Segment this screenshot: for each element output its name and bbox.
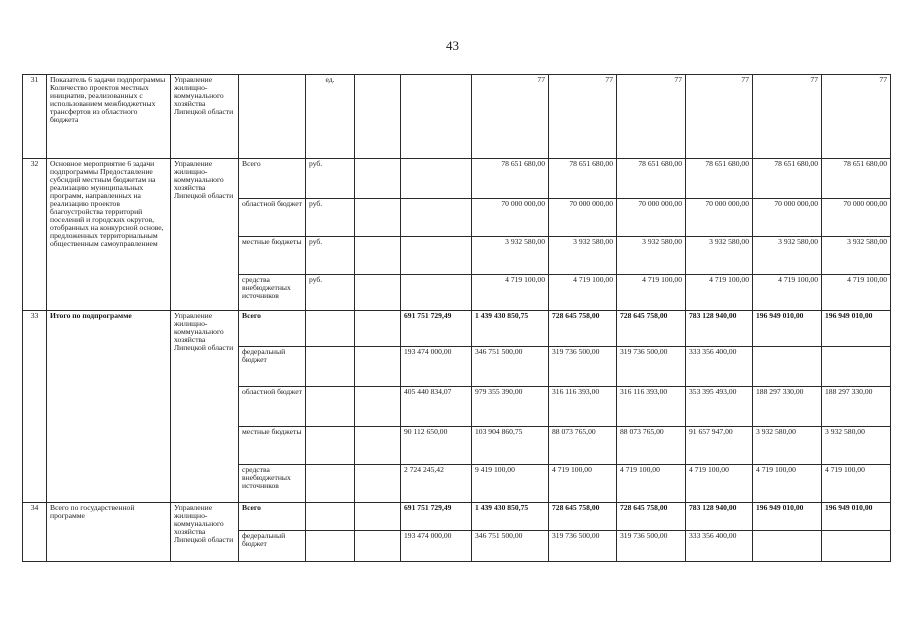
source-cell: федеральный бюджет	[239, 347, 306, 387]
value-cell: 691 751 729,49	[401, 503, 472, 531]
empty-cell	[355, 237, 401, 275]
empty-cell	[355, 199, 401, 237]
row-name: Показатель 6 задачи подпрограммы Количество проектов местных инициатив, реализованных с использованием межбюджетных трансфертов из областного бюджета	[47, 75, 171, 159]
value-cell: 90 112 650,00	[401, 427, 472, 465]
unit-cell: руб.	[306, 275, 355, 311]
table-row	[23, 311, 891, 347]
value-cell: 77	[472, 75, 549, 159]
value-cell: 4 719 100,00	[822, 275, 891, 311]
value-cell: 3 932 580,00	[686, 237, 753, 275]
table-row	[23, 75, 891, 159]
value-cell: 3 932 580,00	[753, 427, 822, 465]
unit-cell: руб.	[306, 159, 355, 199]
unit-cell: руб.	[306, 237, 355, 275]
value-cell: 728 645 758,00	[617, 503, 686, 531]
value-cell: 319 736 500,00	[549, 347, 617, 387]
unit-cell: ед.	[306, 75, 355, 159]
value-cell: 4 719 100,00	[686, 465, 753, 503]
value-cell: 405 440 834,07	[401, 387, 472, 427]
value-cell	[822, 531, 891, 562]
empty-cell	[355, 427, 401, 465]
value-cell: 193 474 000,00	[401, 347, 472, 387]
empty-cell	[401, 275, 472, 311]
empty-cell	[355, 531, 401, 562]
empty-cell	[401, 237, 472, 275]
row-name: Всего по государственной программе	[47, 503, 171, 562]
value-cell: 728 645 758,00	[549, 503, 617, 531]
empty-cell	[355, 275, 401, 311]
value-cell: 4 719 100,00	[822, 465, 891, 503]
value-cell: 3 932 580,00	[472, 237, 549, 275]
value-cell: 78 651 680,00	[617, 159, 686, 199]
empty-cell	[401, 159, 472, 199]
empty-cell	[401, 75, 472, 159]
value-cell: 3 932 580,00	[617, 237, 686, 275]
source-cell: местные бюджеты	[239, 237, 306, 275]
value-cell: 346 751 500,00	[472, 347, 549, 387]
value-cell: 728 645 758,00	[549, 311, 617, 347]
value-cell: 319 736 500,00	[617, 347, 686, 387]
value-cell: 70 000 000,00	[686, 199, 753, 237]
empty-cell	[355, 311, 401, 347]
value-cell: 70 000 000,00	[472, 199, 549, 237]
value-cell: 77	[822, 75, 891, 159]
unit-cell	[306, 347, 355, 387]
row-executor: Управление жилищно-коммунального хозяйства Липецкой области	[171, 75, 239, 159]
value-cell: 188 297 330,00	[753, 387, 822, 427]
unit-cell	[306, 427, 355, 465]
value-cell: 1 439 430 850,75	[472, 311, 549, 347]
value-cell: 78 651 680,00	[686, 159, 753, 199]
budget-table	[22, 74, 891, 562]
value-cell: 1 439 430 850,75	[472, 503, 549, 531]
value-cell: 2 724 245,42	[401, 465, 472, 503]
empty-cell	[355, 347, 401, 387]
table-row	[23, 159, 891, 199]
value-cell: 783 128 940,00	[686, 503, 753, 531]
unit-cell	[306, 531, 355, 562]
value-cell: 4 719 100,00	[753, 465, 822, 503]
unit-cell	[306, 387, 355, 427]
source-cell: Всего	[239, 311, 306, 347]
value-cell: 196 949 010,00	[753, 503, 822, 531]
value-cell: 3 932 580,00	[822, 427, 891, 465]
value-cell: 3 932 580,00	[753, 237, 822, 275]
row-number: 34	[23, 503, 47, 562]
value-cell: 4 719 100,00	[549, 275, 617, 311]
value-cell: 88 073 765,00	[549, 427, 617, 465]
empty-cell	[401, 199, 472, 237]
page-number: 43	[446, 38, 459, 53]
value-cell: 9 419 100,00	[472, 465, 549, 503]
empty-cell	[355, 465, 401, 503]
value-cell: 196 949 010,00	[822, 311, 891, 347]
value-cell: 91 657 947,00	[686, 427, 753, 465]
value-cell: 70 000 000,00	[549, 199, 617, 237]
source-cell: Всего	[239, 159, 306, 199]
value-cell: 77	[753, 75, 822, 159]
value-cell: 319 736 500,00	[617, 531, 686, 562]
source-cell: средства внебюджетных источников	[239, 275, 306, 311]
row-executor: Управление жилищно-коммунального хозяйства Липецкой области	[171, 159, 239, 311]
source-cell: федеральный бюджет	[239, 531, 306, 562]
empty-cell	[355, 75, 401, 159]
value-cell: 3 932 580,00	[822, 237, 891, 275]
value-cell: 319 736 500,00	[549, 531, 617, 562]
value-cell: 78 651 680,00	[472, 159, 549, 199]
value-cell: 77	[686, 75, 753, 159]
value-cell: 728 645 758,00	[617, 311, 686, 347]
source-cell: местные бюджеты	[239, 427, 306, 465]
value-cell: 78 651 680,00	[549, 159, 617, 199]
row-executor: Управление жилищно-коммунального хозяйства Липецкой области	[171, 503, 239, 562]
empty-cell	[355, 387, 401, 427]
empty-cell	[355, 159, 401, 199]
source-cell	[239, 75, 306, 159]
value-cell: 353 395 493,00	[686, 387, 753, 427]
row-number: 33	[23, 311, 47, 503]
value-cell	[753, 347, 822, 387]
row-number: 31	[23, 75, 47, 159]
value-cell: 78 651 680,00	[753, 159, 822, 199]
value-cell: 333 356 400,00	[686, 531, 753, 562]
unit-cell: руб.	[306, 199, 355, 237]
table-row	[23, 503, 891, 531]
unit-cell	[306, 465, 355, 503]
value-cell: 316 116 393,00	[549, 387, 617, 427]
value-cell: 78 651 680,00	[822, 159, 891, 199]
value-cell: 103 904 860,75	[472, 427, 549, 465]
unit-cell	[306, 503, 355, 531]
value-cell: 188 297 330,00	[822, 387, 891, 427]
value-cell: 70 000 000,00	[822, 199, 891, 237]
value-cell: 77	[549, 75, 617, 159]
value-cell: 316 116 393,00	[617, 387, 686, 427]
row-number: 32	[23, 159, 47, 311]
value-cell: 88 073 765,00	[617, 427, 686, 465]
unit-cell	[306, 311, 355, 347]
row-name: Основное мероприятие 6 задачи подпрограммы Предоставление субсидий местным бюджетам на реализацию муниципальных программ, направленных на реализацию проектов благоустройства территорий поселений и городских округов, отобранных на конкурсной основе, предложенных территориальным общественным самоуправлением	[47, 159, 171, 311]
value-cell: 4 719 100,00	[472, 275, 549, 311]
value-cell: 70 000 000,00	[617, 199, 686, 237]
source-cell: областной бюджет	[239, 387, 306, 427]
value-cell: 77	[617, 75, 686, 159]
value-cell: 783 128 940,00	[686, 311, 753, 347]
empty-cell	[355, 503, 401, 531]
source-cell: Всего	[239, 503, 306, 531]
value-cell: 196 949 010,00	[753, 311, 822, 347]
value-cell: 979 355 390,00	[472, 387, 549, 427]
value-cell: 346 751 500,00	[472, 531, 549, 562]
value-cell	[753, 531, 822, 562]
value-cell: 333 356 400,00	[686, 347, 753, 387]
value-cell: 4 719 100,00	[617, 275, 686, 311]
row-name: Итого по подпрограмме	[47, 311, 171, 503]
value-cell: 4 719 100,00	[617, 465, 686, 503]
value-cell	[822, 347, 891, 387]
value-cell: 4 719 100,00	[549, 465, 617, 503]
row-executor: Управление жилищно-коммунального хозяйства Липецкой области	[171, 311, 239, 503]
value-cell: 4 719 100,00	[753, 275, 822, 311]
value-cell: 4 719 100,00	[686, 275, 753, 311]
value-cell: 196 949 010,00	[822, 503, 891, 531]
source-cell: средства внебюджетных источников	[239, 465, 306, 503]
value-cell: 193 474 000,00	[401, 531, 472, 562]
value-cell: 691 751 729,49	[401, 311, 472, 347]
value-cell: 3 932 580,00	[549, 237, 617, 275]
source-cell: областной бюджет	[239, 199, 306, 237]
value-cell: 70 000 000,00	[753, 199, 822, 237]
